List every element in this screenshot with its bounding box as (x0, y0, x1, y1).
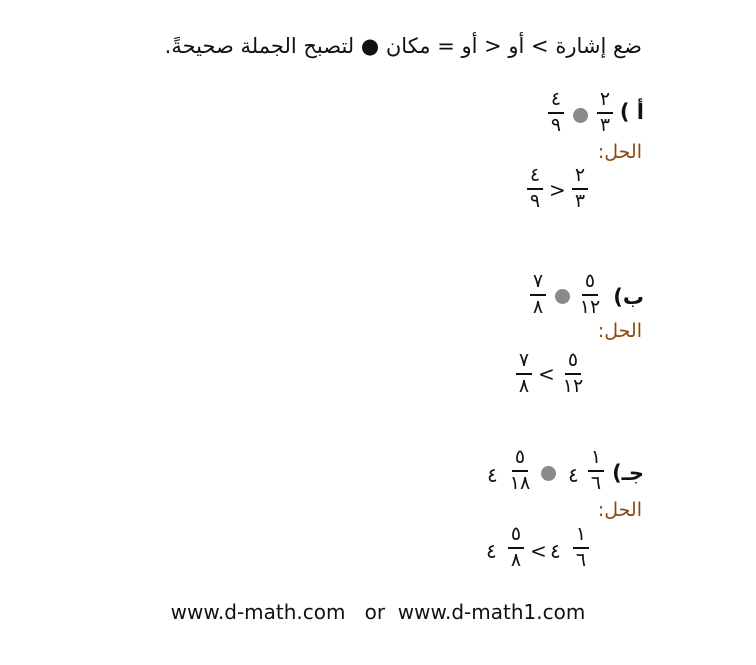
problem-c-answer-right-whole: ٤ (486, 539, 497, 563)
problem-c-question-right-fraction: ٥ ١٨ (509, 446, 531, 494)
problem-c-solution-label: الحل: (597, 499, 642, 521)
problem-a-answer-left-fraction: ٢ ٣ (568, 166, 592, 212)
comparison-placeholder-dot (555, 289, 570, 304)
comparison-placeholder-dot (573, 108, 588, 123)
problem-a-label: أ ) (619, 100, 644, 124)
footer-links: www.d-math.com or www.d-math1.com (170, 600, 586, 624)
problem-b-solution-label: الحل: (597, 320, 642, 342)
instruction-text: ضع إشارة > أو < أو = مكان ● لتصبح الجملة صحيحةً. (164, 34, 642, 58)
problem-c-label: جـ) (612, 461, 644, 485)
problem-a-answer-sign: > (549, 178, 566, 202)
problem-b-answer-sign: < (538, 362, 555, 386)
comparison-placeholder-dot (541, 466, 556, 481)
problem-a-question-left-fraction: ٢ ٣ (593, 90, 617, 136)
problem-b-question-left-fraction: ٥ ١٢ (579, 270, 601, 318)
problem-c-answer-left-whole: ٤ (550, 539, 561, 563)
problem-a-answer-right-fraction: ٤ ٩ (523, 166, 547, 212)
problem-a-solution-label: الحل: (597, 141, 642, 163)
problem-c-question-left-fraction: ١ ٦ (584, 448, 608, 494)
problem-c-question-right-whole: ٤ (487, 463, 498, 487)
problem-c-answer-left-fraction: ١ ٦ (569, 525, 593, 571)
problem-b-answer-left-fraction: ٥ ١٢ (562, 349, 584, 397)
problem-b-question-right-fraction: ٧ ٨ (526, 272, 550, 318)
problem-b-label: ب) (613, 285, 644, 309)
problem-c-question-left-whole: ٤ (568, 463, 579, 487)
problem-a-question-right-fraction: ٤ ٩ (544, 90, 568, 136)
problem-c-answer-sign: < (530, 539, 547, 563)
problem-c-answer-right-fraction: ٥ ٨ (504, 525, 528, 571)
problem-b-answer-right-fraction: ٧ ٨ (512, 351, 536, 397)
